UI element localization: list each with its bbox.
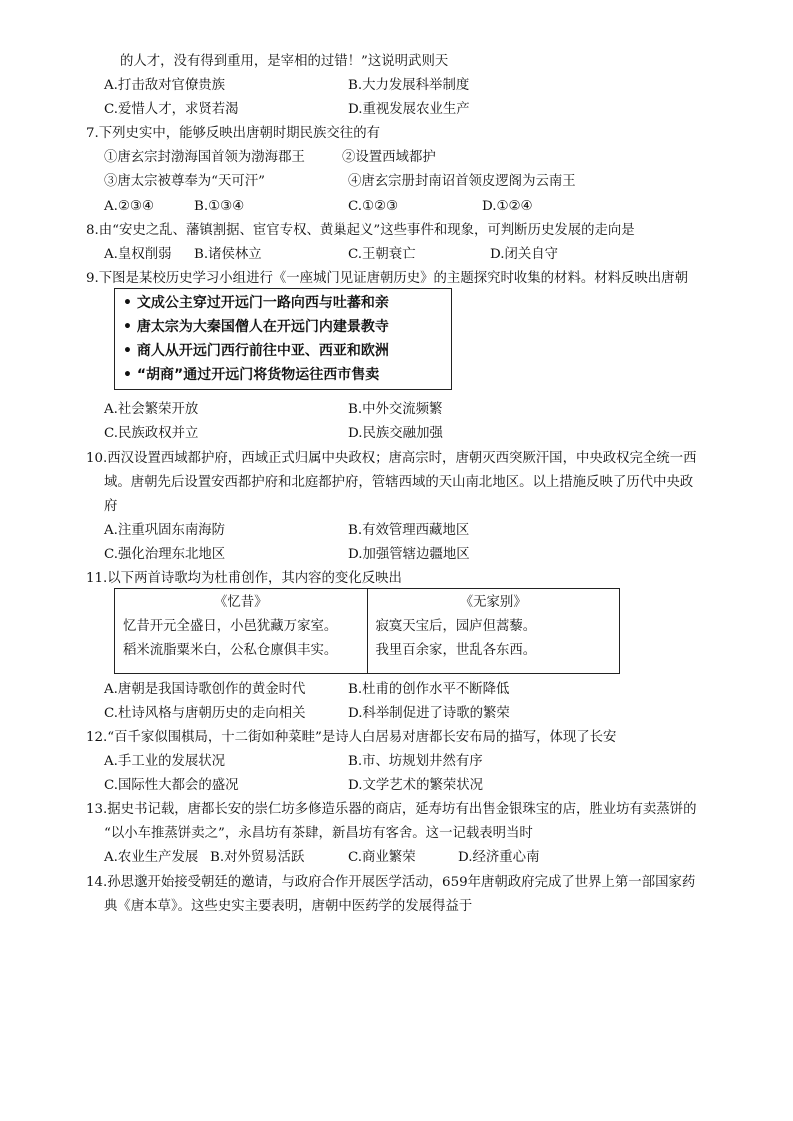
q11-poem-1-line-1: 忆昔开元全盛日，小邑犹藏万家室。 xyxy=(123,619,338,634)
q8-option-a[interactable]: A.皇权削弱 xyxy=(104,247,172,262)
q9-option-b[interactable]: B.中外交流频繁 xyxy=(348,402,443,417)
q7-item-4: ④唐玄宗册封南诏首领皮逻阁为云南王 xyxy=(348,174,576,189)
q13-stem-line-1: 13.据史书记载，唐都长安的崇仁坊多修造乐器的商店，延寿坊有出售金银珠宝的店，胜业坊有卖蒸饼的 xyxy=(86,802,697,817)
q7-option-a[interactable]: A.②③④ xyxy=(104,199,154,214)
q11-poem-1 xyxy=(115,589,368,674)
q7-option-c[interactable]: C.①②③ xyxy=(348,199,399,214)
q7-item-1: ①唐玄宗封渤海国首领为渤海郡王 xyxy=(104,150,305,165)
q11-poem-1-title: 《忆昔》 xyxy=(213,595,268,610)
q13-stem-line-2: “以小车推蒸饼卖之”，永昌坊有茶肆，新昌坊有客舍。这一记载表明当时 xyxy=(104,826,533,841)
q9-box-line-3: • 商人从开远门西行前往中亚、西亚和欧洲 xyxy=(123,343,389,359)
q11-poem-table xyxy=(114,588,620,674)
q12-option-d[interactable]: D.文学艺术的繁荣状况 xyxy=(348,778,484,793)
q14-stem-line-2: 典《唐本草》。这些史实主要表明，唐朝中医药学的发展得益于 xyxy=(104,899,473,914)
q8-option-b[interactable]: B.诸侯林立 xyxy=(194,247,262,262)
q9-stem: 9.下图是某校历史学习小组进行《一座城门见证唐朝历史》的主题探究时收集的材料。材料反映出唐朝 xyxy=(86,271,688,286)
q9-box-line-2: • 唐太宗为大秦国僧人在开远门内建景教寺 xyxy=(123,319,389,335)
q12-option-a[interactable]: A.手工业的发展状况 xyxy=(104,754,226,769)
q9-option-d[interactable]: D.民族交融加强 xyxy=(348,426,443,441)
q6-option-a[interactable]: A.打击敌对官僚贵族 xyxy=(104,78,226,93)
q11-option-d[interactable]: D.科举制促进了诗歌的繁荣 xyxy=(348,706,510,721)
q10-option-b[interactable]: B.有效管理西藏地区 xyxy=(348,523,470,538)
q9-option-c[interactable]: C.民族政权并立 xyxy=(104,426,199,441)
q9-option-a[interactable]: A.社会繁荣开放 xyxy=(104,402,199,417)
q13-option-c[interactable]: C.商业繁荣 xyxy=(348,850,416,865)
q7-stem: 7.下列史实中，能够反映出唐朝时期民族交往的有 xyxy=(86,126,380,141)
q11-option-a[interactable]: A.唐朝是我国诗歌创作的黄金时代 xyxy=(104,682,306,697)
q12-option-c[interactable]: C.国际性大都会的盛况 xyxy=(104,778,239,793)
q8-option-d[interactable]: D.闭关自守 xyxy=(490,247,559,262)
q11-poem-2-line-1: 寂寞天宝后，园庐但蒿藜。 xyxy=(375,619,537,634)
q6-option-c[interactable]: C.爱惜人才，求贤若渴 xyxy=(104,102,239,117)
q11-poem-2-line-2: 我里百余家，世乱各东西。 xyxy=(375,643,537,658)
q9-material-box xyxy=(114,288,452,390)
q11-stem: 11.以下两首诗歌均为杜甫创作，其内容的变化反映出 xyxy=(86,571,402,586)
q12-option-b[interactable]: B.市、坊规划井然有序 xyxy=(348,754,483,769)
q8-option-c[interactable]: C.王朝衰亡 xyxy=(348,247,416,262)
q9-box-line-4: • “胡商”通过开远门将货物运往西市售卖 xyxy=(123,367,380,383)
q11-poem-2 xyxy=(367,589,620,674)
q8-stem: 8.由“安史之乱、藩镇割据、宦官专权、黄巢起义”这些事件和现象，可判断历史发展的走向是 xyxy=(86,223,635,238)
q12-stem: 12.“百千家似围棋局，十二街如种菜畦”是诗人白居易对唐都长安布局的描写，体现了长安 xyxy=(86,730,617,745)
q6-option-d[interactable]: D.重视发展农业生产 xyxy=(348,102,470,117)
q14-stem-line-1: 14.孙思邈开始接受朝廷的邀请，与政府合作开展医学活动，659年唐朝政府完成了世界上第一部国家药 xyxy=(86,875,696,890)
q13-option-d[interactable]: D.经济重心南 xyxy=(458,850,540,865)
q7-item-2: ②设置西域都护 xyxy=(342,150,436,165)
q11-poem-2-title: 《无家别》 xyxy=(459,595,527,610)
q7-option-b[interactable]: B.①③④ xyxy=(194,199,245,214)
q10-option-a[interactable]: A.注重巩固东南海防 xyxy=(104,523,226,538)
q9-box-line-1: • 文成公主穿过开远门一路向西与吐蕃和亲 xyxy=(123,295,389,311)
q13-option-a[interactable]: A.农业生产发展 xyxy=(104,850,199,865)
q10-option-d[interactable]: D.加强管辖边疆地区 xyxy=(348,547,470,562)
q6-option-b[interactable]: B.大力发展科举制度 xyxy=(348,78,470,93)
q10-stem-line-3: 府 xyxy=(104,499,118,514)
q7-item-3: ③唐太宗被尊奉为“天可汗” xyxy=(104,174,265,189)
q13-option-b[interactable]: B.对外贸易活跃 xyxy=(210,850,305,865)
q11-option-b[interactable]: B.杜甫的创作水平不断降低 xyxy=(348,682,510,697)
q10-stem-line-1: 10.西汉设置西域都护府，西域正式归属中央政权；唐高宗时，唐朝灭西突厥汗国，中央政权完全统一西 xyxy=(86,451,697,466)
q11-option-c[interactable]: C.杜诗风格与唐朝历史的走向相关 xyxy=(104,706,306,721)
q7-option-d[interactable]: D.①②④ xyxy=(482,199,533,214)
q10-stem-line-2: 域。唐朝先后设置安西都护府和北庭都护府，管辖西域的天山南北地区。以上措施反映了历代中央政 xyxy=(104,475,694,490)
q6-stem-tail: 的人才，没有得到重用，是宰相的过错！”这说明武则天 xyxy=(120,54,449,69)
q10-option-c[interactable]: C.强化治理东北地区 xyxy=(104,547,226,562)
q11-poem-1-line-2: 稻米流脂粟米白，公私仓廪俱丰实。 xyxy=(123,643,338,658)
